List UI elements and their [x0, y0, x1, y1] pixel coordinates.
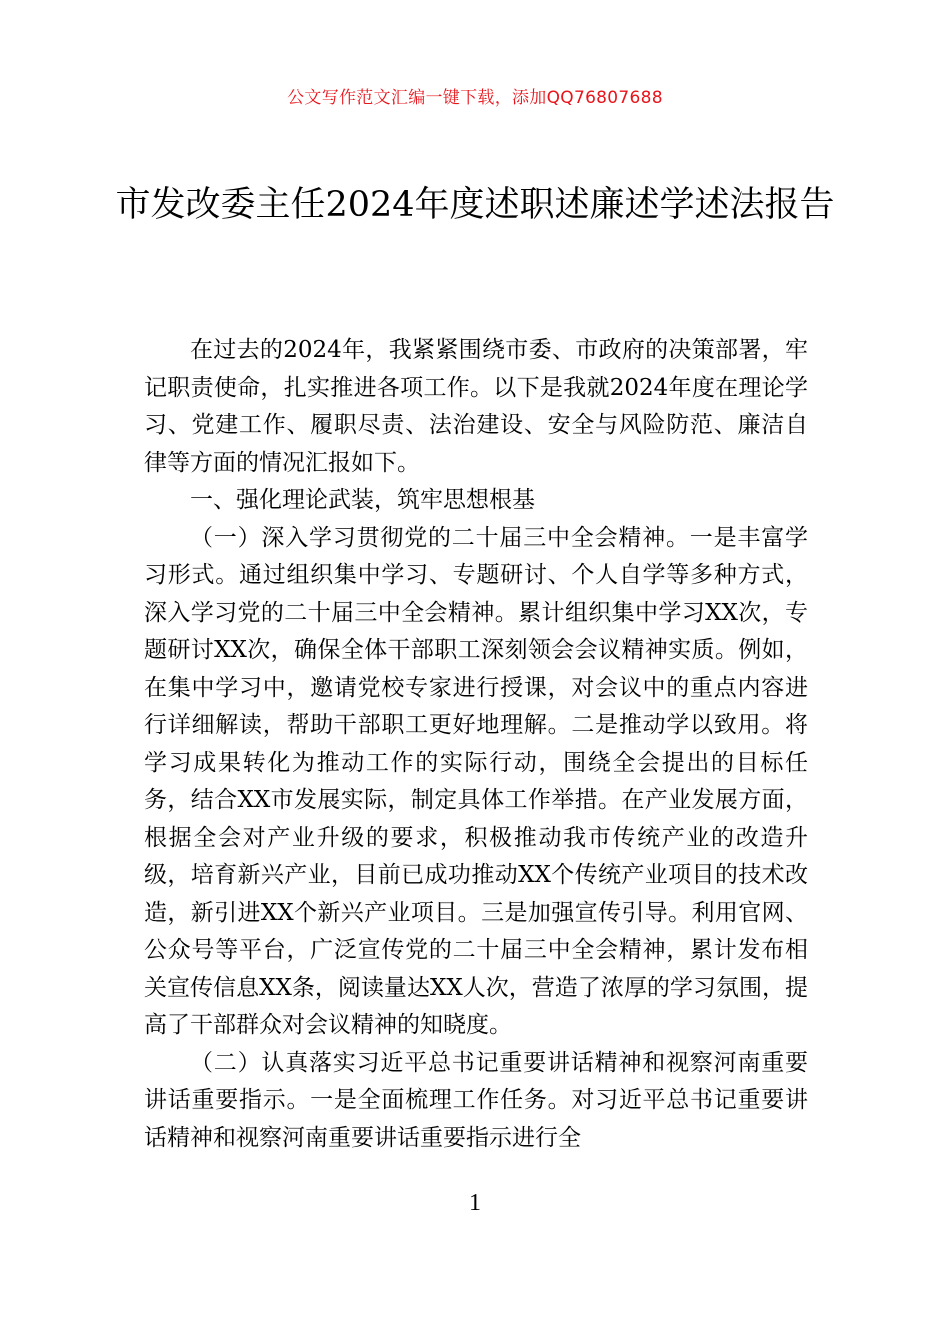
- download-notice: 公文写作范文汇编一键下载，添加QQ76807688: [287, 88, 663, 108]
- body-paragraph: （二）认真落实习近平总书记重要讲话精神和视察河南重要讲话重要指示。一是全面梳理工作任务。对习近平总书记重要讲话精神和视察河南重要讲话重要指示进行全: [144, 1049, 808, 1151]
- document-title: 市发改委主任2024年度述职述廉述学述法报告: [115, 185, 835, 225]
- body-paragraph: （一）深入学习贯彻党的二十届三中全会精神。一是丰富学习形式。通过组织集中学习、专题研讨、个人自学等多种方式，深入学习党的二十届三中全会精神。累计组织集中学习XX次，专题研讨XX次，确保全体干部职工深刻领会会议精神实质。例如，在集中学习中，邀请党校专家进行授课，对会议中的重点内容进行详细解读，帮助干部职工更好地理解。二是推动学以致用。将学习成果转化为推动工作的实际行动，围绕全会提出的目标任务，结合XX市发展实际，制定具体工作举措。在产业发展方面，根据全会对产业升级的要求，积极推动我市传统产业的改造升级，培育新兴产业，目前已成功推动XX个传统产业项目的技术改造，新引进XX个新兴产业项目。三是加强宣传引导。利用官网、公众号等平台，广泛宣传党的二十届三中全会精神，累计发布相关宣传信息XX条，阅读量达XX人次，营造了浓厚的学习氛围，提高了干部群众对会议精神的知晓度。: [144, 524, 808, 1038]
- section-heading: 一、强化理论武装，筑牢思想根基: [190, 487, 535, 513]
- intro-paragraph: 在过去的2024年，我紧紧围绕市委、市政府的决策部署，牢记职责使命，扎实推进各项工作。以下是我就2024年度在理论学习、党建工作、履职尽责、法治建设、安全与风险防范、廉洁自律等方面的情况汇报如下。: [144, 337, 808, 476]
- page-number: 1: [469, 1190, 481, 1216]
- document-body: [144, 332, 808, 1157]
